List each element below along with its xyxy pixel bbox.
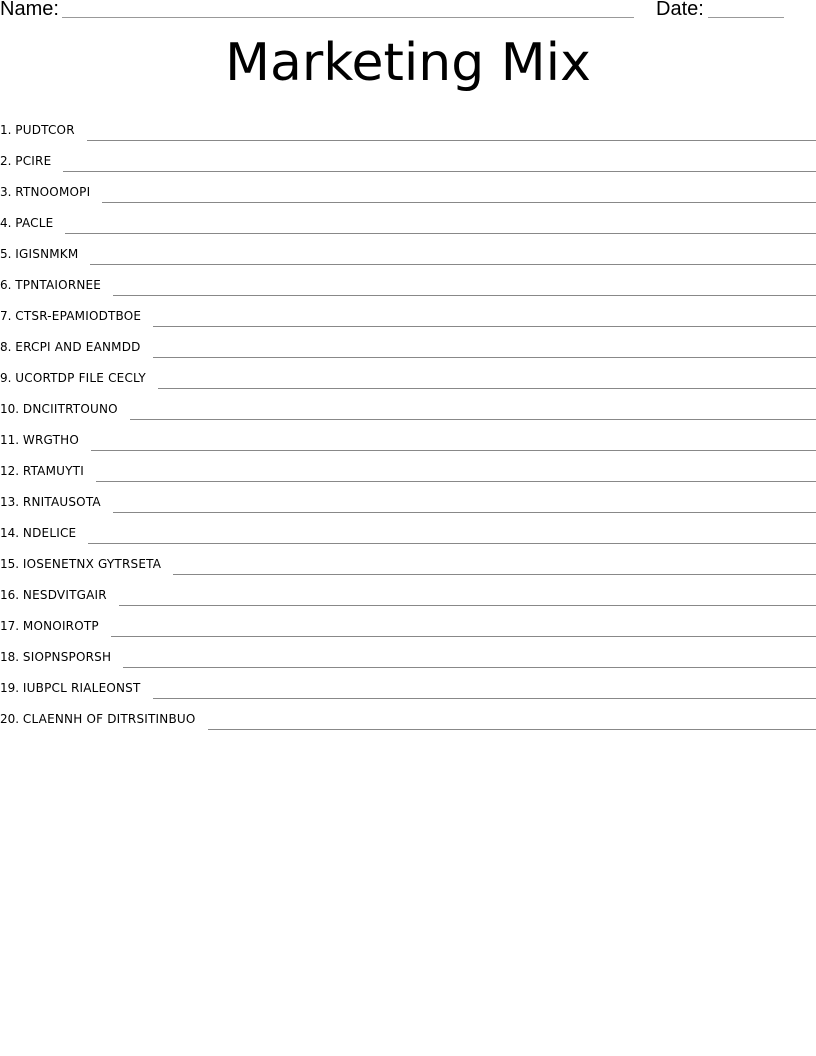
answer-line[interactable] xyxy=(113,294,816,296)
item-number: 6. xyxy=(0,278,12,292)
page-title: Marketing Mix xyxy=(225,33,591,93)
item-number: 16. xyxy=(0,588,20,602)
scrambled-word: IOSENETNX GYTRSETA xyxy=(22,557,162,571)
name-label: Name: xyxy=(0,0,59,20)
scrambled-word: PUDTCOR xyxy=(15,123,75,137)
list-item xyxy=(0,358,816,389)
scrambled-word: IGISNMKM xyxy=(15,247,79,261)
item-number: 7. xyxy=(0,309,12,323)
scrambled-word: NESDVITGAIR xyxy=(22,588,107,602)
scrambled-word: RTAMUYTI xyxy=(22,464,84,478)
list-item xyxy=(0,265,816,296)
scrambled-word: WRGTHO xyxy=(22,433,79,447)
list-item xyxy=(0,699,816,730)
date-field-line[interactable] xyxy=(708,17,784,18)
list-item xyxy=(0,141,816,172)
list-item xyxy=(0,110,816,141)
item-number: 8. xyxy=(0,340,12,354)
list-item xyxy=(0,327,816,358)
answer-line[interactable] xyxy=(63,170,816,172)
answer-line[interactable] xyxy=(173,573,816,575)
item-number: 20. xyxy=(0,712,20,726)
answer-line[interactable] xyxy=(119,604,816,606)
answer-line[interactable] xyxy=(208,728,816,730)
item-number: 9. xyxy=(0,371,12,385)
date-label: Date: xyxy=(656,0,704,20)
answer-line[interactable] xyxy=(111,635,816,637)
answer-line[interactable] xyxy=(153,697,816,699)
scrambled-word: RTNOOMOPI xyxy=(15,185,91,199)
scrambled-word: RNITAUSOTA xyxy=(22,495,101,509)
item-number: 3. xyxy=(0,185,12,199)
scrambled-word: NDELICE xyxy=(22,526,77,540)
item-number: 2. xyxy=(0,154,12,168)
answer-line[interactable] xyxy=(91,449,816,451)
list-item xyxy=(0,513,816,544)
item-number: 15. xyxy=(0,557,20,571)
item-number: 1. xyxy=(0,123,12,137)
list-item xyxy=(0,172,816,203)
list-item xyxy=(0,203,816,234)
item-number: 14. xyxy=(0,526,20,540)
scrambled-word: PACLE xyxy=(15,216,54,230)
list-item xyxy=(0,420,816,451)
scrambled-word: UCORTDP FILE CECLY xyxy=(15,371,146,385)
item-number: 10. xyxy=(0,402,20,416)
answer-line[interactable] xyxy=(96,480,816,482)
answer-line[interactable] xyxy=(130,418,816,420)
answer-line[interactable] xyxy=(158,387,816,389)
list-item xyxy=(0,234,816,265)
answer-line[interactable] xyxy=(153,325,816,327)
answer-line[interactable] xyxy=(113,511,816,513)
scrambled-word: IUBPCL RIALEONST xyxy=(22,681,141,695)
scrambled-word: MONOIROTP xyxy=(22,619,99,633)
scrambled-word: DNCIITRTOUNO xyxy=(22,402,118,416)
item-number: 17. xyxy=(0,619,20,633)
scrambled-word: CTSR-EPAMIODTBOE xyxy=(15,309,142,323)
scrambled-word: SIOPNSPORSH xyxy=(22,650,112,664)
item-number: 4. xyxy=(0,216,12,230)
item-number: 5. xyxy=(0,247,12,261)
item-number: 18. xyxy=(0,650,20,664)
list-item xyxy=(0,544,816,575)
answer-line[interactable] xyxy=(153,356,816,358)
answer-line[interactable] xyxy=(123,666,816,668)
scrambled-word: PCIRE xyxy=(15,154,52,168)
scrambled-word: CLAENNH OF DITRSITINBUO xyxy=(22,712,196,726)
list-item xyxy=(0,389,816,420)
item-number: 19. xyxy=(0,681,20,695)
answer-line[interactable] xyxy=(102,201,816,203)
name-field-line[interactable] xyxy=(62,17,634,18)
list-item xyxy=(0,575,816,606)
answer-line[interactable] xyxy=(65,232,816,234)
list-item xyxy=(0,668,816,699)
answer-line[interactable] xyxy=(87,139,816,141)
scramble-list xyxy=(0,110,816,730)
list-item xyxy=(0,482,816,513)
item-number: 11. xyxy=(0,433,20,447)
scrambled-word: ERCPI AND EANMDD xyxy=(15,340,141,354)
list-item xyxy=(0,606,816,637)
scrambled-word: TPNTAIORNEE xyxy=(15,278,102,292)
answer-line[interactable] xyxy=(88,542,816,544)
answer-line[interactable] xyxy=(90,263,816,265)
list-item xyxy=(0,296,816,327)
worksheet-header xyxy=(0,0,816,24)
list-item xyxy=(0,451,816,482)
item-number: 13. xyxy=(0,495,20,509)
item-number: 12. xyxy=(0,464,20,478)
list-item xyxy=(0,637,816,668)
